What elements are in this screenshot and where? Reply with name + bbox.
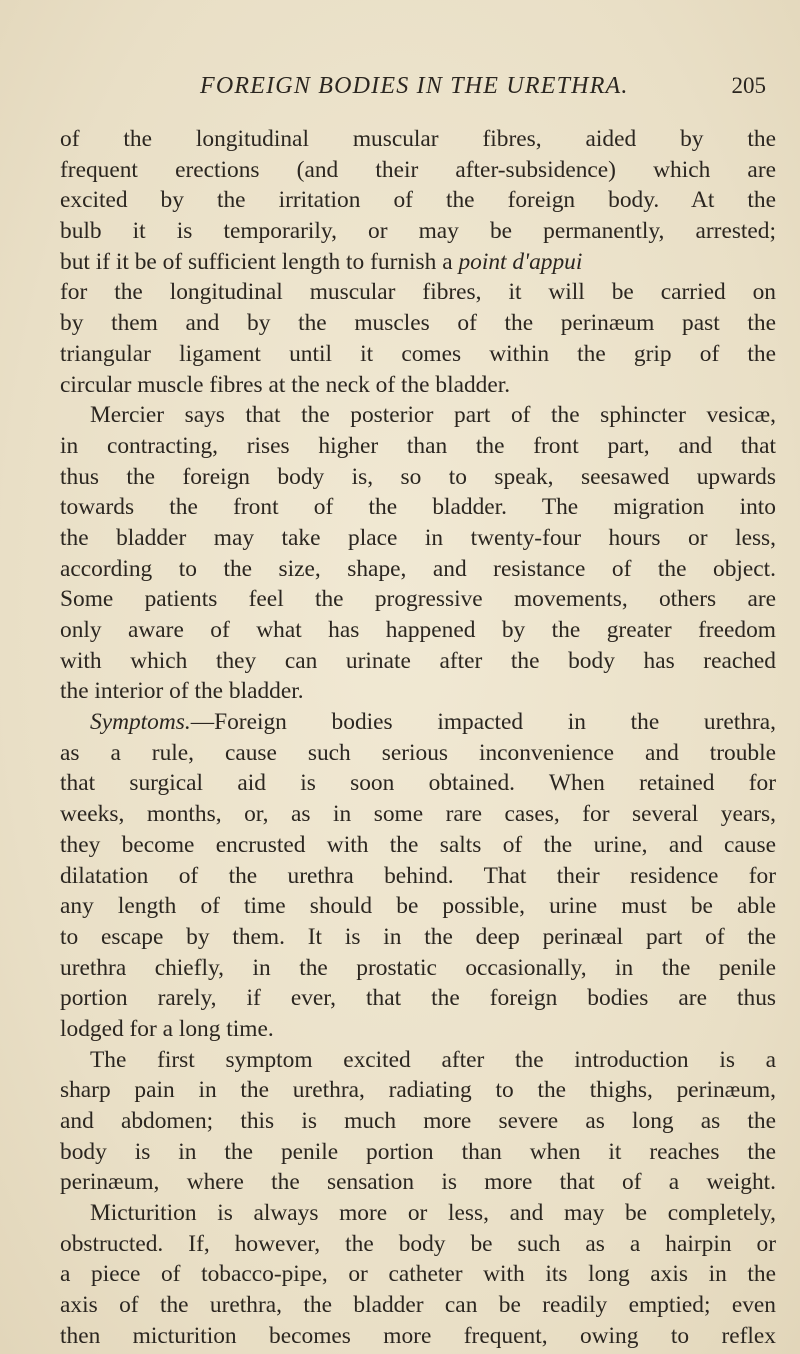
text-segment: frequent erections (and their after-subsidence) which are: [60, 156, 776, 183]
text-line: [60, 983, 776, 1014]
text-segment: lodged for a long time.: [60, 1015, 274, 1042]
text-segment: to escape by them. It is in the deep perinæal part of the: [60, 923, 776, 950]
text-segment: dilatation of the urethra behind. That their residence for: [60, 862, 776, 889]
text-segment: urethra chiefly, in the prostatic occasionally, in the penile: [60, 954, 776, 981]
text-line: [60, 615, 776, 646]
text-line: [60, 124, 776, 155]
italic-text-segment: Symptoms.: [90, 709, 191, 736]
text-segment: weeks, months, or, as in some rare cases, for several years,: [60, 801, 776, 828]
text-segment: in contracting, rises higher than the front part, and that: [60, 432, 776, 459]
text-line: [60, 1321, 776, 1352]
text-line: [60, 400, 776, 431]
text-line: [60, 922, 776, 953]
text-segment: by them and by the muscles of the perinæum past the: [60, 310, 776, 337]
text-segment: obstructed. If, however, the body be such as a hairpin or: [60, 1230, 776, 1257]
text-segment: —Foreign bodies impacted in the urethra,: [190, 709, 776, 736]
text-segment: body is in the penile portion than when it reaches the: [60, 1138, 776, 1165]
text-segment: the interior of the bladder.: [60, 678, 304, 705]
text-segment: sharp pain in the urethra, radiating to the thighs, perinæum,: [60, 1077, 776, 1104]
text-line: [60, 1167, 776, 1198]
text-line: [60, 953, 776, 984]
text-line: [60, 830, 776, 861]
text-line: [60, 707, 776, 738]
text-line: [60, 155, 776, 186]
text-segment: and abdomen; this is much more severe as long as the: [60, 1108, 776, 1134]
text-line: [60, 492, 776, 523]
text-line: [60, 554, 776, 585]
text-segment: circular muscle fibres at the neck of the bladder.: [60, 371, 511, 398]
text-line: [60, 799, 776, 830]
text-line: [60, 1229, 776, 1260]
text-segment: thus the foreign body is, so to speak, seesawed upwards: [60, 463, 776, 490]
text-segment: according to the size, shape, and resistance of the object.: [60, 555, 776, 582]
text-segment: Mercier says that the posterior part of the sphincter vesicæ,: [90, 402, 776, 429]
text-line: [60, 216, 776, 247]
text-segment: the bladder may take place in twenty-four hours or less,: [60, 524, 776, 551]
text-segment: then micturition becomes more frequent, owing to reflex: [60, 1322, 776, 1349]
text-line: [60, 1075, 776, 1106]
running-title: FOREIGN BODIES IN THE URETHRA.: [200, 73, 629, 99]
text-line: [60, 861, 776, 892]
text-line: [60, 1137, 776, 1168]
text-segment: a piece of tobacco-pipe, or catheter with its long axis in the: [60, 1261, 776, 1288]
text-line: [60, 738, 776, 769]
text-line: [60, 1198, 776, 1229]
text-line: [60, 339, 776, 370]
text-line: [60, 523, 776, 554]
text-segment: but if it be of sufficient length to furnish a: [60, 248, 459, 275]
text-line: [60, 1106, 776, 1137]
text-segment: only aware of what has happened by the greater freedom: [60, 617, 776, 643]
text-line: [60, 185, 776, 216]
text-segment: for the longitudinal muscular fibres, it will be carried on: [60, 279, 776, 306]
text-segment: perinæum, where the sensation is more that of a weight.: [60, 1169, 776, 1196]
text-line: [60, 308, 776, 339]
text-segment: with which they can urinate after the body has reached: [60, 647, 776, 674]
body-text: [60, 124, 776, 1352]
text-segment: as a rule, cause such serious inconvenience and trouble: [60, 739, 776, 766]
text-line: [60, 431, 776, 462]
text-line: [60, 462, 776, 493]
text-segment: axis of the urethra, the bladder can be readily emptied; even: [60, 1292, 776, 1319]
text-line: [60, 646, 776, 677]
text-line: [60, 1045, 776, 1076]
text-segment: triangular ligament until it comes within the grip of the: [60, 340, 776, 367]
text-segment: they become encrusted with the salts of the urine, and cause: [60, 831, 776, 858]
text-segment: The first symptom excited after the introduction is a: [90, 1046, 776, 1073]
text-segment: that surgical aid is soon obtained. When retained for: [60, 770, 776, 797]
text-segment: of the longitudinal muscular fibres, aided by the: [60, 126, 776, 152]
text-line: [60, 1290, 776, 1321]
text-segment: portion rarely, if ever, that the foreign bodies are thus: [60, 985, 776, 1012]
text-line: [60, 247, 776, 278]
text-line: [60, 1259, 776, 1290]
text-segment: excited by the irritation of the foreign body. At the: [60, 187, 776, 214]
text-line: [60, 584, 776, 615]
text-segment: any length of time should be possible, urine must be able: [60, 893, 776, 920]
text-segment: Micturition is always more or less, and may be completely,: [90, 1200, 776, 1227]
text-line: [60, 891, 776, 922]
text-line: [60, 277, 776, 308]
running-head: [60, 73, 766, 107]
text-segment: towards the front of the bladder. The migration into: [60, 494, 776, 521]
text-line: [60, 370, 776, 401]
page-number: 205: [731, 73, 766, 98]
text-line: [60, 768, 776, 799]
text-segment: bulb it is temporarily, or may be permanently, arrested;: [60, 218, 776, 245]
text-line: [60, 676, 776, 707]
italic-text-segment: point d'appui: [458, 248, 583, 275]
text-segment: Some patients feel the progressive movements, others are: [60, 586, 776, 613]
text-line: [60, 1014, 776, 1045]
